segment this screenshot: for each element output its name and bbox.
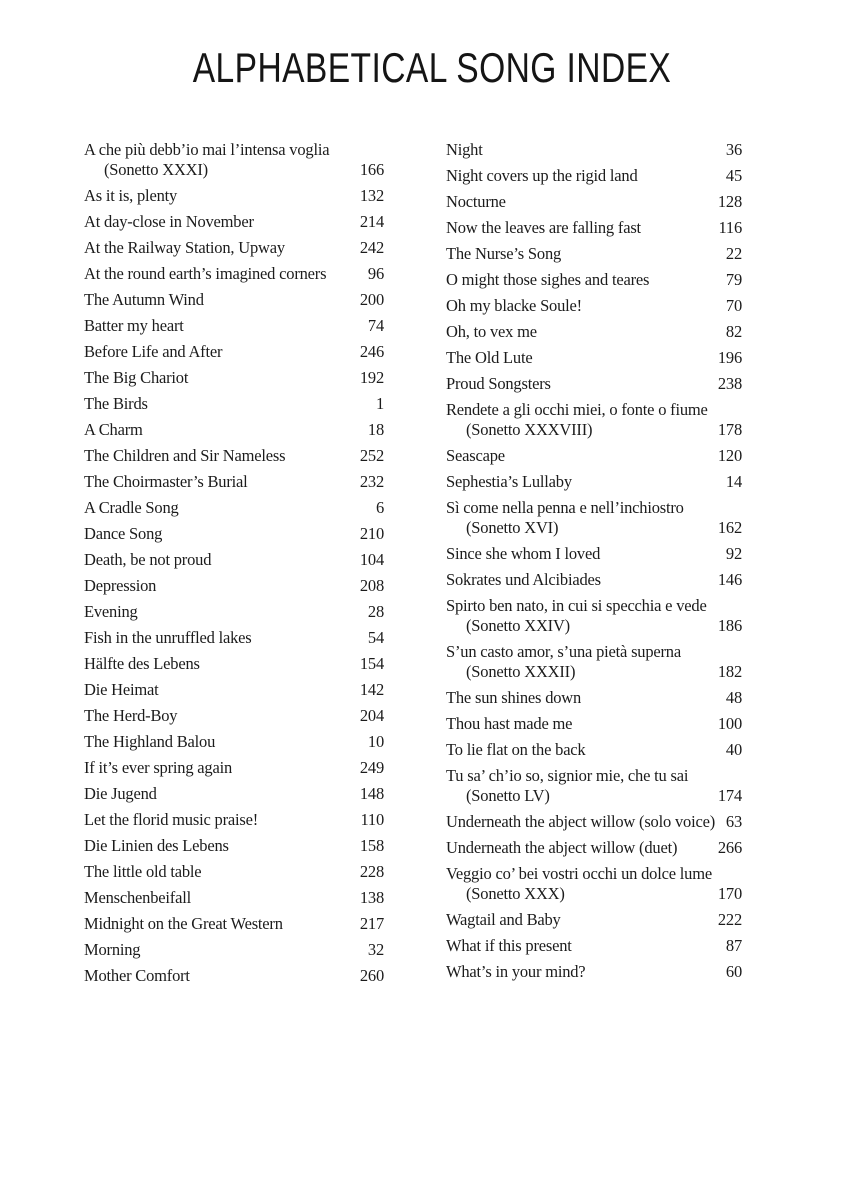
song-title: The Old Lute	[446, 348, 533, 367]
song-index-entry	[446, 270, 742, 290]
index-column-right	[446, 140, 742, 992]
song-index-entry	[446, 642, 742, 682]
index-column-left	[84, 140, 384, 992]
song-page-number: 96	[367, 264, 384, 283]
song-index-entry	[446, 740, 742, 760]
song-page-number: 204	[359, 706, 384, 725]
song-page-number: 158	[359, 836, 384, 855]
song-index-entry	[84, 264, 384, 284]
song-page-number: 32	[367, 940, 384, 959]
song-title-block	[84, 758, 232, 778]
song-title: Die Linien des Lebens	[84, 836, 229, 855]
song-title: As it is, plenty	[84, 186, 178, 205]
song-title-block	[446, 322, 537, 342]
song-title: At day-close in November	[84, 212, 254, 231]
song-index-entry	[446, 218, 742, 238]
song-title: Sephestia’s Lullaby	[446, 472, 572, 491]
song-title: The Nurse’s Song	[446, 244, 562, 263]
song-index-entry	[84, 368, 384, 388]
song-index-entry	[446, 140, 742, 160]
song-title: Sì come nella penna e nell’inchiostro	[446, 498, 684, 517]
song-title-block	[84, 966, 190, 986]
song-title-block	[84, 342, 222, 362]
song-title-block	[446, 244, 561, 264]
song-title-block	[446, 766, 688, 806]
song-title: The little old table	[84, 862, 202, 881]
song-page-number: 192	[359, 368, 384, 387]
song-title: Thou hast made me	[446, 714, 573, 733]
song-title-block	[84, 140, 329, 180]
song-index-entry	[84, 680, 384, 700]
song-index-entry	[446, 864, 742, 904]
song-title-block	[84, 420, 143, 440]
song-index-entry	[84, 238, 384, 258]
song-page-number: 200	[359, 290, 384, 309]
song-title: Rendete a gli occhi miei, o fonte o fiume	[446, 400, 708, 419]
song-title-block	[446, 596, 707, 636]
page-title: ALPHABETICAL SONG INDEX	[192, 44, 672, 91]
song-title-block	[446, 140, 483, 160]
song-index-entry	[84, 966, 384, 986]
song-index-entry	[84, 212, 384, 232]
song-page-number: 45	[725, 166, 742, 185]
song-title-block	[84, 680, 159, 700]
song-index-entry	[84, 888, 384, 908]
song-index-entry	[446, 296, 742, 316]
song-index-entry	[446, 596, 742, 636]
document-page	[0, 44, 864, 1196]
song-title: Let the florid music praise!	[84, 810, 259, 829]
song-page-number: 166	[359, 160, 384, 179]
song-title-block	[84, 264, 326, 284]
song-page-number: 87	[725, 936, 742, 955]
song-title: Proud Songsters	[446, 374, 551, 393]
song-title-block	[446, 374, 551, 394]
song-title-block	[84, 654, 200, 674]
song-page-number: 132	[359, 186, 384, 205]
song-title-block	[446, 740, 586, 760]
song-index-entry	[84, 602, 384, 622]
song-title-block	[446, 166, 638, 186]
song-index-entry	[446, 400, 742, 440]
song-index-entry	[84, 758, 384, 778]
song-title-block	[84, 290, 204, 310]
song-title-block	[84, 784, 157, 804]
song-page-number: 48	[725, 688, 742, 707]
song-index-entry	[446, 936, 742, 956]
song-title-block	[84, 212, 254, 232]
song-title-subtitle: (Sonetto XXX)	[466, 884, 565, 903]
song-title-block	[446, 910, 561, 930]
song-index-entry	[446, 766, 742, 806]
index-columns	[84, 140, 864, 992]
song-page-number: 232	[359, 472, 384, 491]
song-title-block	[84, 550, 211, 570]
song-title-block	[446, 570, 601, 590]
song-title: The sun shines down	[446, 688, 582, 707]
song-page-number: 249	[359, 758, 384, 777]
song-title-block	[84, 238, 285, 258]
song-title-block	[84, 706, 177, 726]
song-title-block	[446, 400, 708, 440]
song-title-block	[446, 936, 572, 956]
song-title-block	[446, 498, 684, 538]
song-title: The Children and Sir Nameless	[84, 446, 286, 465]
song-page-number: 6	[375, 498, 384, 517]
song-title-block	[446, 446, 505, 466]
song-title: Morning	[84, 940, 141, 959]
song-title: Fish in the unruffled lakes	[84, 628, 252, 647]
song-title: Die Heimat	[84, 680, 159, 699]
song-page-number: 146	[717, 570, 742, 589]
song-title: Veggio co’ bei vostri occhi un dolce lume	[446, 864, 712, 883]
song-title: Underneath the abject willow (duet)	[446, 838, 678, 857]
song-page-number: 82	[725, 322, 742, 341]
song-index-entry	[446, 348, 742, 368]
song-index-entry	[446, 714, 742, 734]
song-title: To lie flat on the back	[446, 740, 586, 759]
song-title: At the round earth’s imagined corners	[84, 264, 327, 283]
song-page-number: 100	[717, 714, 742, 733]
song-page-number: 148	[359, 784, 384, 803]
song-title-subtitle: (Sonetto XXXII)	[466, 662, 576, 681]
song-page-number: 214	[359, 212, 384, 231]
song-title: Sokrates und Alcibiades	[446, 570, 601, 589]
song-title-block	[84, 368, 188, 388]
song-index-entry	[446, 244, 742, 264]
song-page-number: 28	[367, 602, 384, 621]
song-page-number: 36	[725, 140, 742, 159]
song-title-block	[84, 498, 179, 518]
song-title-block	[446, 838, 677, 858]
song-index-entry	[84, 576, 384, 596]
song-page-number: 238	[717, 374, 742, 393]
song-title: Midnight on the Great Western	[84, 914, 283, 933]
song-page-number: 222	[717, 910, 742, 929]
song-index-entry	[84, 446, 384, 466]
song-index-entry	[84, 498, 384, 518]
song-index-entry	[84, 316, 384, 336]
song-page-number: 104	[359, 550, 384, 569]
song-title-block	[446, 472, 572, 492]
song-title: The Highland Balou	[84, 732, 216, 751]
song-page-number: 154	[359, 654, 384, 673]
song-title: Before Life and After	[84, 342, 223, 361]
song-page-number: 217	[359, 914, 384, 933]
song-index-entry	[84, 706, 384, 726]
song-title-subtitle: (Sonetto XXIV)	[466, 616, 570, 635]
song-title: The Choirmaster’s Burial	[84, 472, 248, 491]
song-index-entry	[446, 962, 742, 982]
song-page-number: 120	[717, 446, 742, 465]
song-title-subtitle: (Sonetto XXXVIII)	[466, 420, 593, 439]
song-index-entry	[446, 446, 742, 466]
song-title-block	[446, 296, 582, 316]
song-index-entry	[446, 498, 742, 538]
song-title: Menschenbeifall	[84, 888, 191, 907]
song-title: Tu sa’ ch’io so, signior mie, che tu sai	[446, 766, 689, 785]
song-title: Oh, to vex me	[446, 322, 537, 341]
song-title-block	[446, 270, 649, 290]
song-index-entry	[446, 472, 742, 492]
song-title: The Big Chariot	[84, 368, 189, 387]
song-title: What’s in your mind?	[446, 962, 586, 981]
song-page-number: 174	[717, 786, 742, 805]
song-index-entry	[84, 550, 384, 570]
song-title-block	[84, 732, 215, 752]
song-index-entry	[84, 140, 384, 180]
song-page-number: 40	[725, 740, 742, 759]
song-title-block	[446, 962, 585, 982]
song-title-block	[84, 862, 201, 882]
song-index-entry	[84, 914, 384, 934]
song-title-block	[446, 812, 715, 832]
song-page-number: 228	[359, 862, 384, 881]
song-title-block	[446, 544, 600, 564]
song-index-entry	[84, 654, 384, 674]
song-index-entry	[84, 472, 384, 492]
song-page-number: 246	[359, 342, 384, 361]
song-title-block	[446, 714, 572, 734]
song-title-subtitle: (Sonetto XXXI)	[104, 160, 208, 179]
song-title-block	[84, 602, 138, 622]
song-title: Oh my blacke Soule!	[446, 296, 582, 315]
song-title-subtitle: (Sonetto XVI)	[466, 518, 559, 537]
song-title: Die Jugend	[84, 784, 157, 803]
song-title: A che più debb’io mai l’intensa voglia	[84, 140, 330, 159]
song-title: Now the leaves are falling fast	[446, 218, 641, 237]
song-index-entry	[446, 192, 742, 212]
song-index-entry	[446, 688, 742, 708]
song-title-block	[84, 914, 283, 934]
song-page-number: 54	[367, 628, 384, 647]
song-title: O might those sighes and teares	[446, 270, 650, 289]
song-title: The Autumn Wind	[84, 290, 204, 309]
song-index-entry	[84, 628, 384, 648]
song-title: At the Railway Station, Upway	[84, 238, 285, 257]
song-title-block	[84, 628, 252, 648]
song-page-number: 210	[359, 524, 384, 543]
song-title: Underneath the abject willow (solo voice)	[446, 812, 715, 831]
song-title: Batter my heart	[84, 316, 184, 335]
song-title-block	[84, 472, 248, 492]
song-index-entry	[84, 862, 384, 882]
song-page-number: 170	[717, 884, 742, 903]
song-page-number: 70	[725, 296, 742, 315]
song-title: Night covers up the rigid land	[446, 166, 638, 185]
song-title: Mother Comfort	[84, 966, 190, 985]
song-page-number: 1	[375, 394, 384, 413]
song-index-entry	[446, 812, 742, 832]
song-title: Evening	[84, 602, 138, 621]
song-index-entry	[446, 570, 742, 590]
song-page-number: 242	[359, 238, 384, 257]
song-title-block	[446, 642, 681, 682]
song-title-block	[446, 218, 641, 238]
song-title: A Cradle Song	[84, 498, 179, 517]
song-title-block	[84, 810, 258, 830]
song-page-number: 60	[725, 962, 742, 981]
song-title-block	[84, 446, 285, 466]
song-page-number: 14	[725, 472, 742, 491]
song-page-number: 186	[717, 616, 742, 635]
song-title: Night	[446, 140, 483, 159]
song-page-number: 266	[717, 838, 742, 857]
song-page-number: 162	[717, 518, 742, 537]
song-index-entry	[84, 342, 384, 362]
song-page-number: 110	[360, 810, 384, 829]
song-title-block	[84, 186, 177, 206]
song-title: Seascape	[446, 446, 505, 465]
song-page-number: 92	[725, 544, 742, 563]
song-title: The Birds	[84, 394, 148, 413]
song-index-entry	[446, 544, 742, 564]
song-page-number: 128	[717, 192, 742, 211]
song-title: What if this present	[446, 936, 572, 955]
song-page-number: 138	[359, 888, 384, 907]
song-index-entry	[446, 838, 742, 858]
song-index-entry	[84, 290, 384, 310]
song-title: If it’s ever spring again	[84, 758, 233, 777]
song-title-block	[84, 836, 229, 856]
song-page-number: 79	[725, 270, 742, 289]
song-page-number: 260	[359, 966, 384, 985]
song-index-entry	[84, 524, 384, 544]
song-title-block	[446, 192, 506, 212]
song-page-number: 178	[717, 420, 742, 439]
song-title-block	[84, 888, 191, 908]
song-title: Hälfte des Lebens	[84, 654, 200, 673]
song-title: Death, be not proud	[84, 550, 212, 569]
song-page-number: 18	[367, 420, 384, 439]
song-page-number: 63	[725, 812, 742, 831]
song-title: Nocturne	[446, 192, 506, 211]
song-page-number: 142	[359, 680, 384, 699]
song-title: Spirto ben nato, in cui si specchia e vede	[446, 596, 707, 615]
song-page-number: 22	[725, 244, 742, 263]
song-page-number: 74	[367, 316, 384, 335]
song-title: A Charm	[84, 420, 143, 439]
song-index-entry	[84, 186, 384, 206]
song-page-number: 182	[717, 662, 742, 681]
song-title: Depression	[84, 576, 157, 595]
song-index-entry	[84, 810, 384, 830]
song-title-block	[84, 940, 140, 960]
song-page-number: 196	[717, 348, 742, 367]
song-title-subtitle: (Sonetto LV)	[466, 786, 550, 805]
song-title-block	[84, 394, 148, 414]
song-title: Wagtail and Baby	[446, 910, 561, 929]
song-index-entry	[446, 322, 742, 342]
song-page-number: 208	[359, 576, 384, 595]
song-index-entry	[84, 394, 384, 414]
song-title: The Herd-Boy	[84, 706, 178, 725]
song-index-entry	[84, 732, 384, 752]
song-title-block	[446, 688, 581, 708]
song-page-number: 116	[718, 218, 742, 237]
song-title: Since she whom I loved	[446, 544, 601, 563]
song-index-entry	[84, 940, 384, 960]
song-title-block	[446, 348, 533, 368]
song-index-entry	[84, 784, 384, 804]
song-title-block	[84, 316, 184, 336]
song-index-entry	[446, 374, 742, 394]
song-title: S’un casto amor, s’una pietà superna	[446, 642, 681, 661]
song-title: Dance Song	[84, 524, 163, 543]
song-title-block	[84, 576, 156, 596]
song-index-entry	[446, 166, 742, 186]
song-index-entry	[84, 420, 384, 440]
song-index-entry	[446, 910, 742, 930]
song-index-entry	[84, 836, 384, 856]
song-page-number: 252	[359, 446, 384, 465]
song-title-block	[446, 864, 710, 904]
song-page-number: 10	[367, 732, 384, 751]
song-title-block	[84, 524, 162, 544]
